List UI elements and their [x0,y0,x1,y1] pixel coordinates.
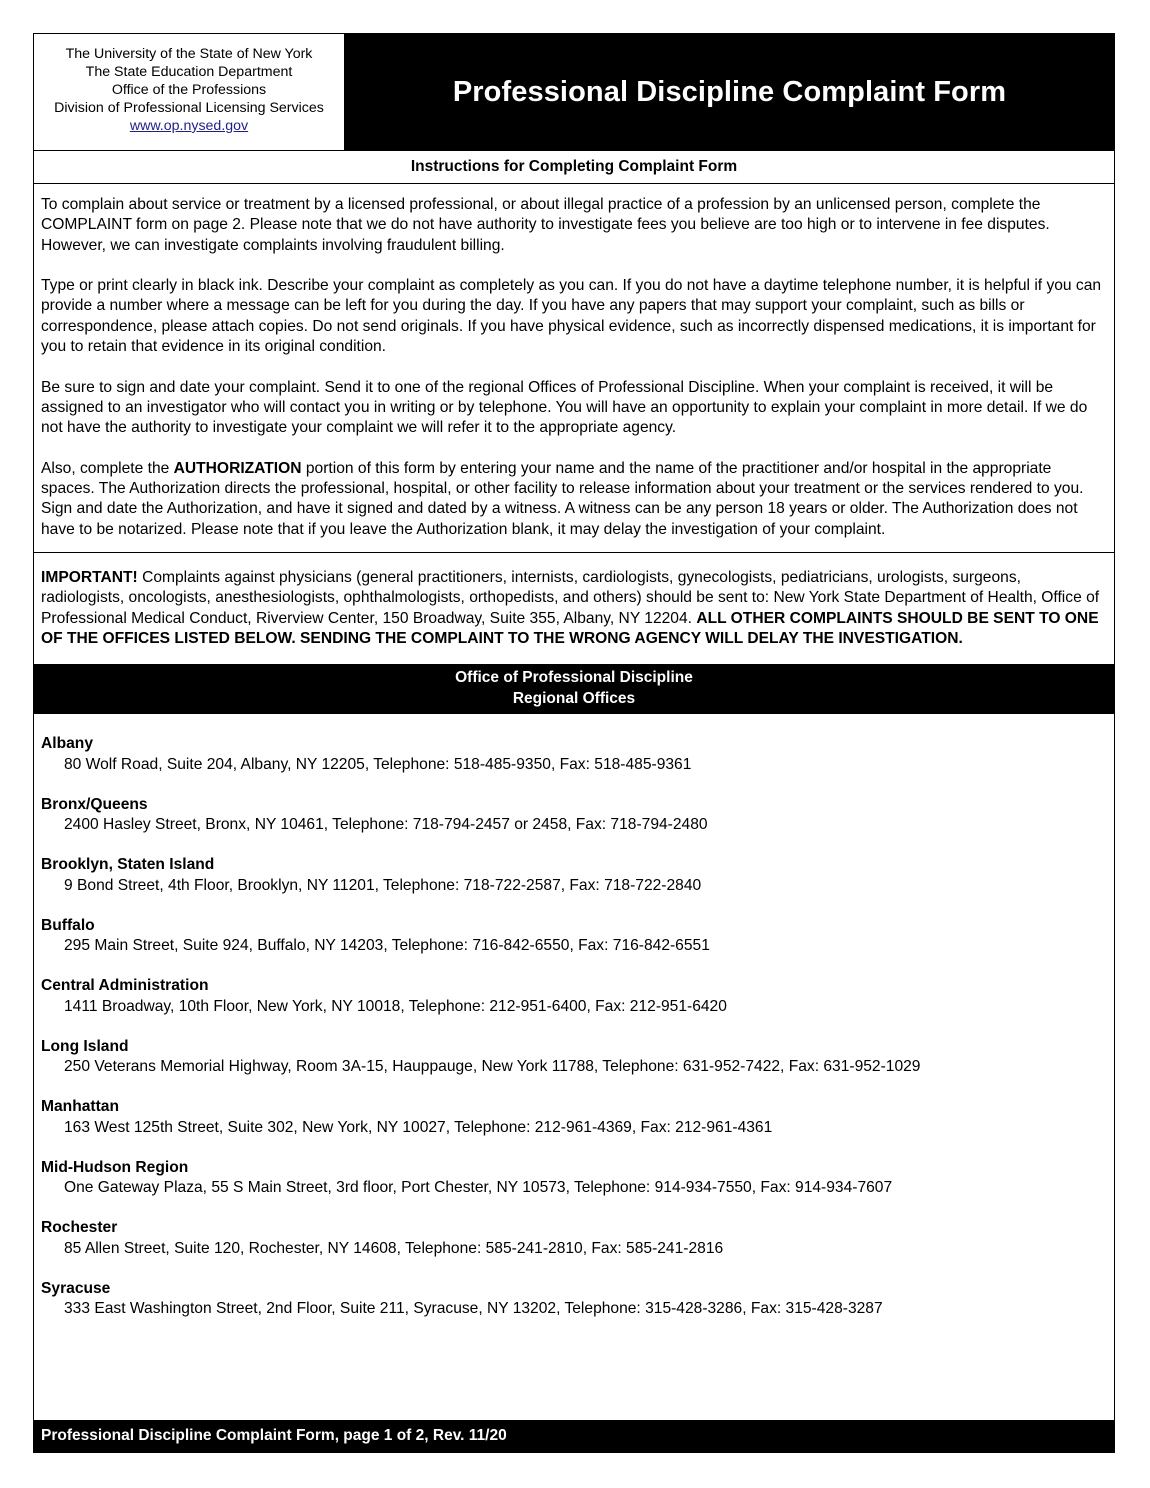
office-detail: 250 Veterans Memorial Highway, Room 3A-15, Hauppauge, New York 11788, Telephone: 631-952-7422, Fax: 631-952-1029 [64,1058,921,1076]
office-syracuse [41,1279,1107,1320]
website-link[interactable]: www.op.nysed.gov [129,118,249,134]
office-detail: One Gateway Plaza, 55 S Main Street, 3rd floor, Port Chester, NY 10573, Telephone: 914-934-7550, Fax: 914-934-7607 [64,1179,893,1197]
paragraph-4-body: portion of this form by entering your name and the name of the practitioner and/or hospital in the appropriate spaces. The Authorization directs the professional, hospital, or other facility to release information about your treatment or the services rendered to you. Sign and date the Authorization, and have it signed and dated by a witness. A witness can be any person 18 years or older. The Authorization does not have to be notarized. Please note that if you leave the Authorization blank, it may delay the investigation of your complaint. [41,459,1084,538]
agency-line-department: The State Education Department [85,64,293,80]
office-detail: 9 Bond Street, 4th Floor, Brooklyn, NY 11201, Telephone: 718-722-2587, Fax: 718-722-2840 [64,876,702,894]
instructions-paragraph-1: To complain about service or treatment by a licensed professional, or about illegal practice of a profession by an unlicensed person, complete the COMPLAINT form on page 2. Please note that we do not have authority to investigate fees you believe are too high or to intervene in fee disputes. However, we can investigate complaints involving fraudulent billing. [41,196,1050,254]
office-brooklyn-staten-island [41,855,1107,896]
important-notice [34,553,1114,664]
important-paragraph [41,568,1107,649]
office-name: Rochester [41,1219,118,1237]
form-header [34,34,1114,151]
office-detail: 333 East Washington Street, 2nd Floor, Suite 211, Syracuse, NY 13202, Telephone: 315-428-3286, Fax: 315-428-3287 [64,1300,883,1318]
offices-heading-line-2: Regional Offices [512,689,636,707]
office-bronx-queens [41,795,1107,836]
office-name: Bronx/Queens [41,795,148,813]
paragraph-4-lead: Also, complete the [41,459,174,477]
office-name: Brooklyn, Staten Island [41,856,215,874]
important-warning: ALL OTHER COMPLAINTS SHOULD BE SENT TO ONE OF THE OFFICES LISTED BELOW. SENDING THE COMPLAINT TO THE WRONG AGENCY WILL DELAY THE INVESTIGATION. [41,609,1099,647]
important-text: Complaints against physicians (general practitioners, internists, cardiologists, gynecologists, pediatricians, urologists, surgeons, radiologists, oncologists, anesthesiologists, ophthalmologists, orthopedists, and others) should be sent to: New York State Department of Health, Office of Professional Medical Conduct, Riverview Center, 150 Broadway, Suite 355, Albany, NY 12204. [41,569,1100,627]
agency-block [34,34,345,150]
instructions-section [34,184,1114,553]
instructions-paragraph-3: Be sure to sign and date your complaint. Send it to one of the regional Offices of Professional Discipline. When your complaint is received, it will be assigned to an investigator who will contact you in writing or by telephone. You will have an opportunity to explain your complaint in more detail. If we do not have the authority to investigate your complaint we will refer it to the appropriate agency. [41,378,1088,437]
instructions-paragraph-4 [41,459,1107,540]
office-name: Manhattan [41,1098,119,1116]
office-name: Central Administration [41,977,209,995]
regional-offices-list [34,714,1114,1320]
agency-line-office: Office of the Professions [111,82,267,98]
office-detail: 2400 Hasley Street, Bronx, NY 10461, Telephone: 718-794-2457 or 2458, Fax: 718-794-2480 [64,816,708,834]
offices-heading-line-1: Office of Professional Discipline [455,669,693,687]
important-label: IMPORTANT! [41,569,138,587]
instructions-heading: Instructions for Completing Complaint Form [34,151,1114,184]
office-mid-hudson-region [41,1158,1107,1199]
page-footer: Professional Discipline Complaint Form, page 1 of 2, Rev. 11/20 [34,1420,1114,1452]
office-detail: 295 Main Street, Suite 924, Buffalo, NY 14203, Telephone: 716-842-6550, Fax: 716-842-6551 [64,937,710,955]
agency-line-university: The University of the State of New York [65,46,313,62]
office-detail: 1411 Broadway, 10th Floor, New York, NY 10018, Telephone: 212-951-6400, Fax: 212-951-6420 [64,997,727,1015]
office-manhattan [41,1097,1107,1138]
office-rochester [41,1218,1107,1259]
office-name: Mid-Hudson Region [41,1158,189,1176]
office-detail: 80 Wolf Road, Suite 204, Albany, NY 12205, Telephone: 518-485-9350, Fax: 518-485-9361 [64,755,692,773]
office-central-administration [41,976,1107,1017]
title-banner [345,34,1114,150]
instructions-paragraph-2: Type or print clearly in black ink. Describe your complaint as completely as you can. If you do not have a daytime telephone number, it is helpful if you can provide a number where a message can be left for you during the day. If you have any papers that may support your complaint, such as bills or correspondence, please attach copies. Do not send originals. If you have physical evidence, such as incorrectly dispensed medications, it is important for you to retain that evidence in its original condition. [41,277,1102,356]
office-name: Albany [41,735,93,753]
form-page [33,33,1115,1453]
page-title: Professional Discipline Complaint Form [452,75,1007,108]
office-name: Long Island [41,1037,129,1055]
office-buffalo [41,916,1107,957]
office-name: Buffalo [41,916,95,934]
agency-line-division: Division of Professional Licensing Services [54,100,324,116]
office-long-island [41,1037,1107,1078]
office-name: Syracuse [41,1279,111,1297]
regional-offices-heading [34,664,1114,714]
office-detail: 85 Allen Street, Suite 120, Rochester, NY 14608, Telephone: 585-241-2810, Fax: 585-241-2816 [64,1239,724,1257]
office-detail: 163 West 125th Street, Suite 302, New York, NY 10027, Telephone: 212-961-4369, Fax: 212-961-4361 [64,1118,773,1136]
authorization-keyword: AUTHORIZATION [173,459,302,477]
office-albany [41,734,1107,775]
